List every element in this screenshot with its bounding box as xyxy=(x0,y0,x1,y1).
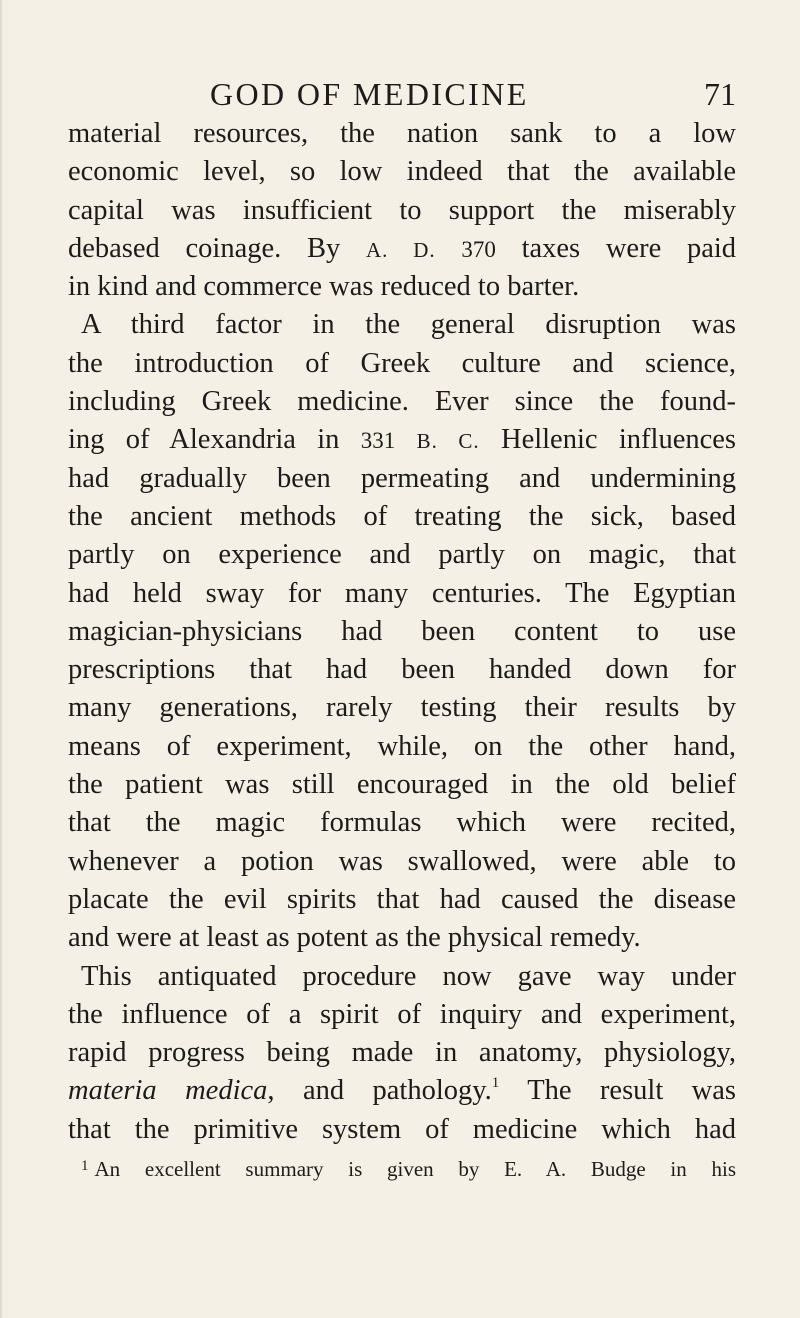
text-line: materia medica, and pathology.$^1$ The result was xyxy=(68,1075,736,1107)
text-line: rapid progress being made in anatomy, physiology, xyxy=(68,1037,736,1069)
text-line: magician-physicians had been content to use xyxy=(68,615,736,647)
page-edge-shadow xyxy=(0,0,3,1318)
footnote-reference: 1 xyxy=(491,1075,500,1092)
year-number: 370 xyxy=(461,236,496,262)
footnote-text: An excellent summary is given by E. A. Budge in his xyxy=(94,1157,736,1182)
text-line: including Greek medicine. Ever since the found- xyxy=(68,386,736,418)
text-line: whenever a potion was swallowed, were able to xyxy=(68,845,736,877)
text-line: material resources, the nation sank to a low xyxy=(68,118,736,149)
text-line: that the primitive system of medicine which had xyxy=(68,1113,736,1145)
text-line: means of experiment, while, on the other hand, xyxy=(68,730,736,762)
text-line: and were at least as potent as the physical remedy. xyxy=(68,922,641,954)
text-line: the ancient methods of treating the sick, based xyxy=(68,500,736,532)
text-line: many generations, rarely testing their results by xyxy=(68,692,736,724)
year-number: 331 xyxy=(360,428,396,454)
text-line: had held sway for many centuries. The Egyptian xyxy=(68,577,736,609)
text-line: the patient was still encouraged in the old belief xyxy=(68,769,736,801)
running-head xyxy=(68,74,736,114)
text-line: economic level, so low indeed that the available xyxy=(68,156,736,188)
page-number: 71 xyxy=(704,76,736,112)
text-line: prescriptions that had been handed down for xyxy=(68,654,736,686)
running-head-title: GOD OF MEDICINE xyxy=(210,76,529,112)
text-line: ing of Alexandria in 331 B. C. Hellenic influences xyxy=(68,424,736,456)
text-line: placate the evil spirits that had caused the disease xyxy=(68,883,736,915)
text-line: partly on experience and partly on magic, that xyxy=(68,539,736,571)
text-line: had gradually been permeating and undermining xyxy=(68,462,736,494)
text-line: This antiquated procedure now gave way under xyxy=(81,960,736,992)
text-line: the introduction of Greek culture and science, xyxy=(68,347,736,379)
footnote-mark: 1 xyxy=(81,1158,89,1175)
era-abbreviation: B. C. xyxy=(416,429,480,454)
text-line: A third factor in the general disruption was xyxy=(81,309,736,341)
text-line: debased coinage. By A. D. 370 taxes were paid xyxy=(68,232,736,264)
text-line: in kind and commerce was reduced to barter. xyxy=(68,271,580,303)
text-line: capital was insufficient to support the miserably xyxy=(68,194,736,226)
body-text xyxy=(68,115,736,1183)
era-abbreviation: A. D. xyxy=(365,237,436,262)
text-line: that the magic formulas which were recited, xyxy=(68,807,736,839)
footnote xyxy=(68,1149,736,1183)
italic-term: materia medica xyxy=(68,1075,268,1107)
text-line: the influence of a spirit of inquiry and experiment, xyxy=(68,998,736,1030)
